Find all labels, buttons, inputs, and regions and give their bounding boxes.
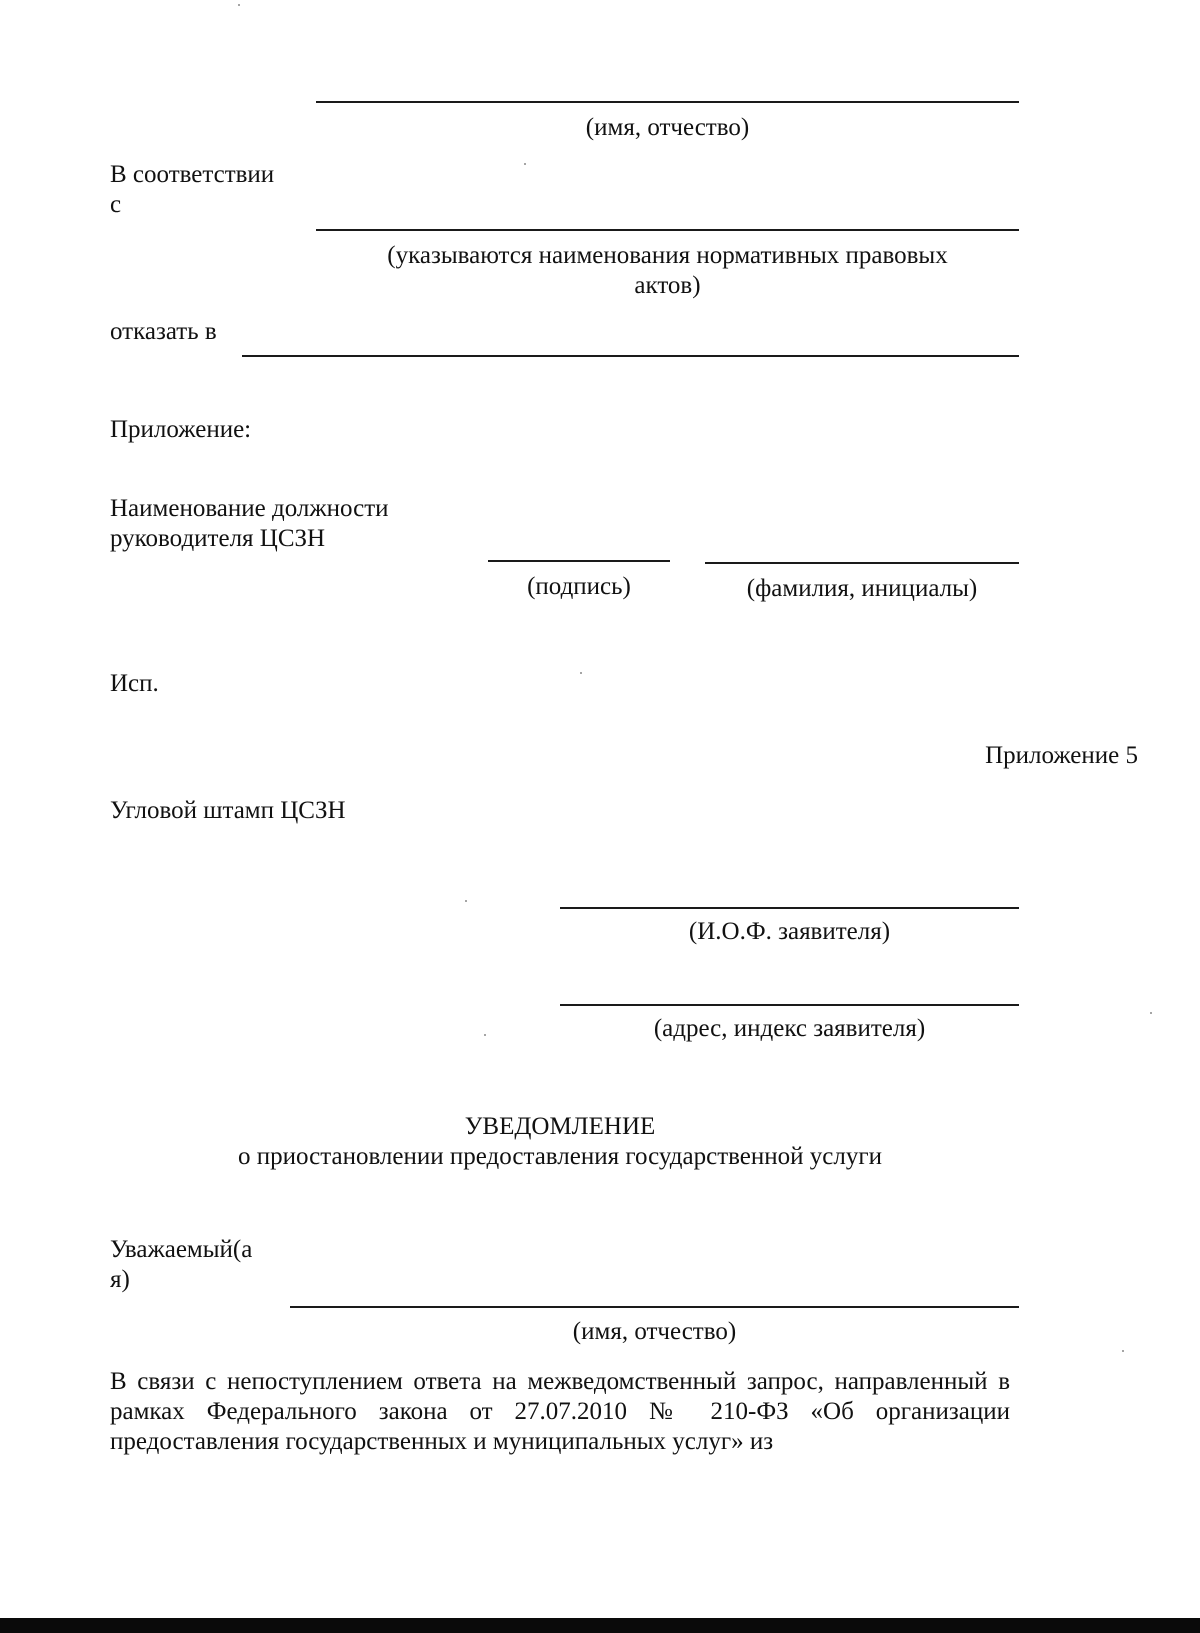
greeting-name-line <box>290 1306 1019 1308</box>
surname-line <box>705 562 1019 564</box>
executor-label: Исп. <box>110 670 159 697</box>
applicant-address-caption: (адрес, индекс заявителя) <box>653 1015 926 1042</box>
notice-title: УВЕДОМЛЕНИЕ <box>464 1113 656 1140</box>
name-caption: (имя, отчество) <box>585 114 750 141</box>
applicant-address-line <box>560 1004 1019 1006</box>
refuse-reason-line <box>242 355 1019 357</box>
accordance-label-line1: В соответствии <box>110 161 275 188</box>
scan-speck <box>580 672 582 674</box>
greeting-line1: Уважаемый(а <box>110 1236 253 1263</box>
position-title-line2: руководителя ЦСЗН <box>110 525 326 552</box>
applicant-name-line <box>560 907 1019 909</box>
scan-speck <box>1122 1350 1124 1352</box>
corner-stamp-label: Угловой штамп ЦСЗН <box>110 797 346 824</box>
surname-caption: (фамилия, инициалы) <box>746 575 978 602</box>
scan-speck <box>238 4 240 6</box>
name-line <box>316 101 1019 103</box>
attachment-label: Приложение: <box>110 416 252 443</box>
position-title-line1: Наименование должности <box>110 495 389 522</box>
notice-subtitle: о приостановлении предоставления государственной услуги <box>238 1143 882 1170</box>
scan-speck <box>484 1034 486 1036</box>
scan-speck <box>1150 1012 1152 1014</box>
signature-line <box>488 560 670 562</box>
scan-speck <box>465 900 467 902</box>
legal-acts-line <box>316 229 1019 231</box>
legal-acts-caption-line1: (указываются наименования нормативных правовых <box>387 242 948 269</box>
greeting-name-caption: (имя, отчество) <box>572 1318 737 1345</box>
refuse-label: отказать в <box>110 318 217 345</box>
accordance-label-line2: с <box>110 191 122 218</box>
signature-caption: (подпись) <box>527 573 631 600</box>
appendix-label: Приложение 5 <box>985 742 1138 769</box>
greeting-line2: я) <box>110 1266 130 1293</box>
legal-acts-caption-line2: актов) <box>634 272 701 299</box>
applicant-name-caption: (И.О.Ф. заявителя) <box>688 918 891 945</box>
notice-body-text: В связи с непоступлением ответа на межведомственный запрос, направленный в рамках Федерального закона от 27.07.2010 № 210-ФЗ «Об организации предоставления государственных и муниципальных услуг» из <box>110 1368 1010 1455</box>
scan-speck <box>524 163 526 165</box>
scan-bottom-edge <box>0 1618 1200 1633</box>
